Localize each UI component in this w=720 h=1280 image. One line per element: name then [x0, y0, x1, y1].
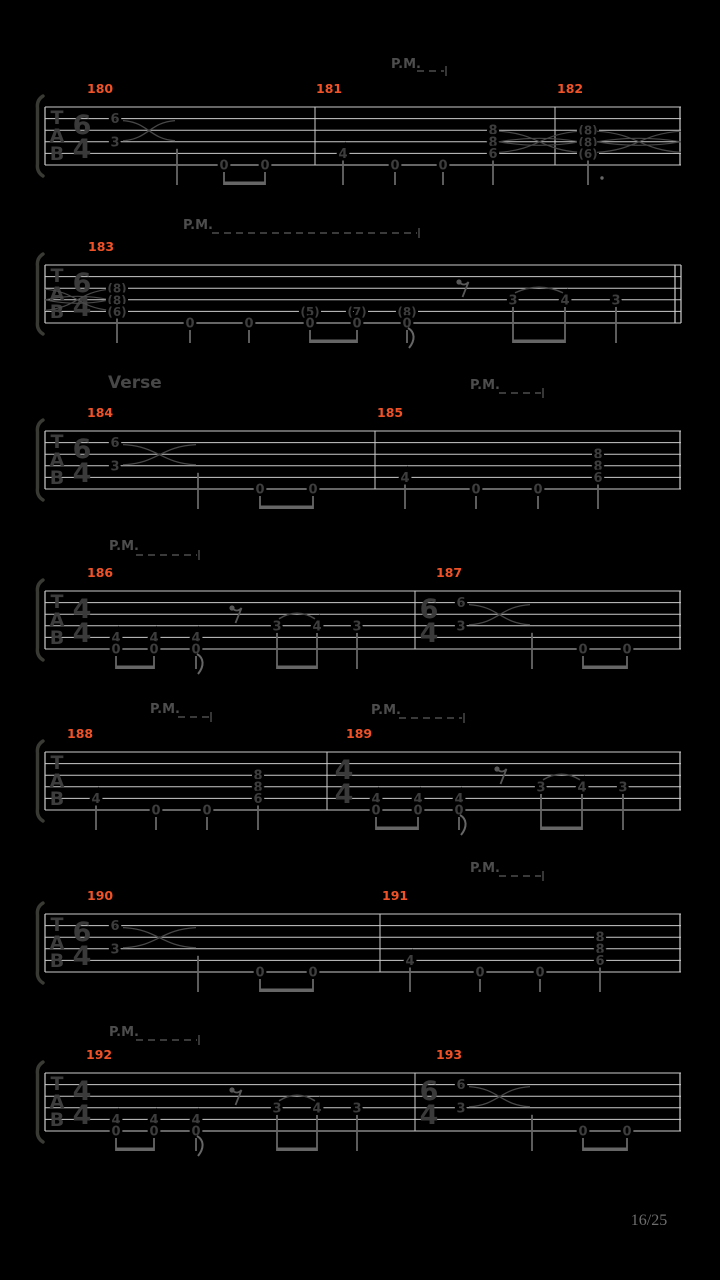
tab-clef-letter: T — [50, 431, 64, 453]
ghost-fret-number: (8) — [107, 293, 127, 308]
time-signature-denominator: 4 — [72, 1100, 92, 1131]
palm-mute-label: P.M. — [109, 539, 139, 554]
fret-number: 4 — [577, 780, 587, 796]
fret-number: 4 — [191, 1112, 201, 1128]
tab-clef — [50, 107, 65, 165]
tab-clef-letter: A — [49, 1091, 65, 1113]
time-signature — [73, 917, 92, 972]
palm-mute-label: P.M. — [470, 861, 500, 876]
measure-number: 192 — [86, 1047, 113, 1062]
fret-number: 0 — [533, 482, 543, 498]
measure-number: 191 — [382, 888, 409, 903]
ghost-fret-number: (8) — [397, 304, 417, 319]
fret-number: 4 — [454, 791, 464, 807]
ghost-fret-number: (8) — [107, 281, 127, 296]
fret-number: 4 — [371, 791, 381, 807]
measure-number: 180 — [87, 81, 114, 96]
palm-mute-label: P.M. — [150, 702, 180, 717]
measure-number: 181 — [316, 81, 343, 96]
fret-number: 0 — [454, 803, 464, 819]
tab-clef-letter: A — [49, 283, 65, 305]
fret-number: 4 — [191, 630, 201, 646]
tab-clef-letter: A — [49, 609, 65, 631]
fret-number: 0 — [578, 642, 588, 658]
measure-number: 188 — [67, 726, 94, 741]
fret-number: 0 — [438, 158, 448, 174]
fret-number: 3 — [110, 135, 120, 151]
fret-number: 4 — [312, 619, 322, 635]
fret-number: 0 — [308, 965, 318, 981]
fret-number: 3 — [272, 1101, 282, 1117]
eighth-beam — [260, 506, 313, 510]
system-bracket — [37, 580, 43, 660]
system-bracket — [37, 741, 43, 821]
time-signature-numerator: 6 — [72, 268, 92, 299]
fret-number: 4 — [405, 953, 415, 969]
ghost-fret-number: (6) — [578, 146, 598, 161]
palm-mute-marking — [109, 539, 199, 560]
measure-number: 185 — [377, 405, 404, 420]
fret-number: 8 — [253, 780, 263, 796]
tab-clef — [50, 752, 65, 810]
fret-number: 4 — [413, 791, 423, 807]
tab-system — [37, 539, 681, 674]
time-signature-denominator: 4 — [334, 779, 354, 810]
fret-number: 3 — [352, 619, 362, 635]
fret-number: 0 — [475, 965, 485, 981]
tab-clef-letter: B — [49, 301, 65, 323]
time-signature — [420, 594, 439, 649]
fret-number: 0 — [622, 642, 632, 658]
time-signature — [335, 755, 354, 810]
fret-number: 6 — [456, 1078, 466, 1094]
palm-mute-marking — [183, 218, 419, 238]
fret-number: 0 — [371, 803, 381, 819]
tab-clef — [50, 1073, 65, 1131]
tab-system — [37, 218, 681, 348]
palm-mute-label: P.M. — [183, 218, 213, 233]
eighth-rest-icon — [232, 608, 242, 623]
tab-clef — [50, 431, 65, 489]
fret-number: 0 — [244, 316, 254, 332]
fret-number: 6 — [456, 596, 466, 612]
fret-number: 4 — [149, 630, 159, 646]
ghost-fret-number: (8) — [578, 135, 598, 150]
measure-number: 186 — [87, 565, 114, 580]
eighth-beam — [541, 827, 582, 831]
eighth-rest-icon — [497, 769, 507, 784]
tab-clef-letter: A — [49, 770, 65, 792]
fret-number: 6 — [595, 953, 605, 969]
tab-clef — [50, 914, 65, 972]
palm-mute-marking — [391, 57, 446, 76]
fret-number: 6 — [110, 112, 120, 128]
palm-mute-marking — [109, 1025, 199, 1045]
fret-number: 0 — [255, 482, 265, 498]
fret-number: 8 — [488, 123, 498, 139]
fret-number: 6 — [110, 436, 120, 452]
measure-number: 193 — [436, 1047, 463, 1062]
time-signature — [73, 1076, 92, 1131]
time-signature-numerator: 4 — [72, 1076, 92, 1107]
time-signature-numerator: 4 — [334, 755, 354, 786]
palm-mute-marking — [371, 703, 464, 723]
fret-number: 8 — [488, 135, 498, 151]
measure-number: 184 — [87, 405, 114, 420]
fret-number: 0 — [308, 482, 318, 498]
tab-clef-letter: A — [49, 125, 65, 147]
time-signature — [73, 268, 92, 323]
time-signature-numerator: 4 — [72, 594, 92, 625]
ghost-fret-number: (6) — [107, 304, 127, 319]
time-signature — [73, 110, 92, 165]
fret-number: 6 — [593, 470, 603, 486]
tab-system — [37, 373, 681, 509]
time-signature-numerator: 6 — [419, 594, 439, 625]
time-signature-denominator: 4 — [72, 458, 92, 489]
fret-number: 4 — [149, 1112, 159, 1128]
fret-number: 6 — [110, 919, 120, 935]
tab-clef-letter: B — [49, 467, 65, 489]
time-signature — [73, 594, 92, 649]
fret-number: 3 — [110, 942, 120, 958]
palm-mute-marking — [470, 378, 543, 398]
fret-number: 0 — [352, 316, 362, 332]
palm-mute-label: P.M. — [470, 378, 500, 393]
measure-number: 189 — [346, 726, 373, 741]
fret-number: 4 — [111, 630, 121, 646]
time-signature — [420, 1076, 439, 1131]
eighth-beam — [583, 1148, 627, 1152]
fret-number: 8 — [593, 459, 603, 475]
fret-number: 0 — [471, 482, 481, 498]
tab-clef-letter: B — [49, 788, 65, 810]
eighth-beam — [513, 340, 565, 344]
fret-number: 4 — [111, 1112, 121, 1128]
eighth-beam — [224, 182, 265, 186]
tab-system — [37, 702, 681, 835]
fret-number: 0 — [622, 1124, 632, 1140]
time-signature-denominator: 4 — [419, 618, 439, 649]
eighth-beam — [583, 666, 627, 670]
fret-number: 3 — [536, 780, 546, 796]
fret-number: 0 — [185, 316, 195, 332]
fret-number: 0 — [219, 158, 229, 174]
tab-clef-letter: T — [50, 265, 64, 287]
system-bracket — [37, 1062, 43, 1142]
system-bracket — [37, 254, 43, 334]
fret-number: 0 — [402, 316, 412, 332]
section-label: Verse — [108, 373, 162, 393]
tab-system — [37, 1025, 681, 1156]
time-signature-numerator: 6 — [419, 1076, 439, 1107]
tab-clef-letter: T — [50, 914, 64, 936]
fret-number: 0 — [578, 1124, 588, 1140]
tab-clef — [50, 265, 65, 323]
fret-number: 3 — [618, 780, 628, 796]
fret-number: 4 — [338, 146, 348, 162]
measure-number: 187 — [436, 565, 463, 580]
tab-system — [37, 861, 681, 992]
fret-number: 0 — [202, 803, 212, 819]
fret-number: 3 — [272, 619, 282, 635]
palm-mute-marking — [150, 702, 211, 722]
tab-clef-letter: T — [50, 752, 64, 774]
palm-mute-label: P.M. — [109, 1025, 139, 1040]
fret-number: 8 — [593, 447, 603, 463]
ghost-fret-number: (5) — [300, 304, 320, 319]
tab-clef-letter: T — [50, 591, 64, 613]
time-signature-numerator: 6 — [72, 917, 92, 948]
time-signature-denominator: 4 — [72, 292, 92, 323]
eighth-beam — [277, 666, 317, 670]
palm-mute-marking — [470, 861, 543, 881]
fret-number: 0 — [191, 1124, 201, 1140]
palm-mute-label: P.M. — [371, 703, 401, 718]
fret-number: 4 — [91, 791, 101, 807]
time-signature-denominator: 4 — [72, 134, 92, 165]
fret-number: 4 — [312, 1101, 322, 1117]
eighth-beam — [310, 340, 357, 344]
time-signature-numerator: 6 — [72, 110, 92, 141]
fret-number: 6 — [253, 791, 263, 807]
eighth-rest-icon — [459, 282, 469, 297]
tab-clef-letter: A — [49, 449, 65, 471]
eighth-beam — [260, 989, 313, 993]
fret-number: 3 — [508, 293, 518, 309]
fret-number: 4 — [400, 470, 410, 486]
eighth-beam — [277, 1148, 317, 1152]
tab-clef-letter: B — [49, 143, 65, 165]
fret-number: 0 — [149, 1124, 159, 1140]
system-bracket — [37, 420, 43, 500]
time-signature-denominator: 4 — [72, 618, 92, 649]
tab-clef-letter: T — [50, 1073, 64, 1095]
fret-number: 0 — [255, 965, 265, 981]
measure-number: 183 — [88, 239, 115, 254]
fret-number: 4 — [560, 293, 570, 309]
augmentation-dot — [600, 176, 603, 179]
time-signature — [73, 434, 92, 489]
fret-number: 3 — [456, 619, 466, 635]
fret-number: 0 — [305, 316, 315, 332]
time-signature-denominator: 4 — [419, 1100, 439, 1131]
eighth-beam — [116, 666, 154, 670]
fret-number: 0 — [413, 803, 423, 819]
fret-number: 0 — [191, 642, 201, 658]
tab-clef-letter: B — [49, 1109, 65, 1131]
fret-number: 0 — [535, 965, 545, 981]
fret-number: 0 — [260, 158, 270, 174]
fret-number: 0 — [111, 1124, 121, 1140]
tab-system — [37, 57, 681, 185]
fret-number: 8 — [595, 930, 605, 946]
fret-number: 0 — [151, 803, 161, 819]
fret-number: 0 — [111, 642, 121, 658]
system-bracket — [37, 96, 43, 176]
ghost-fret-number: (7) — [347, 304, 367, 319]
time-signature-denominator: 4 — [72, 941, 92, 972]
fret-number: 0 — [149, 642, 159, 658]
tab-clef — [50, 591, 65, 649]
time-signature-numerator: 6 — [72, 434, 92, 465]
fret-number: 8 — [595, 942, 605, 958]
tab-clef-letter: A — [49, 932, 65, 954]
eighth-beam — [376, 827, 418, 831]
tab-clef-letter: B — [49, 627, 65, 649]
measure-number: 190 — [87, 888, 114, 903]
fret-number: 3 — [611, 293, 621, 309]
fret-number: 6 — [488, 146, 498, 162]
tab-clef-letter: B — [49, 950, 65, 972]
fret-number: 8 — [253, 768, 263, 784]
eighth-rest-icon — [232, 1090, 242, 1105]
tab-clef-letter: T — [50, 107, 64, 129]
page-indicator: 16/25 — [630, 1212, 668, 1229]
ghost-fret-number: (8) — [578, 123, 598, 138]
measure-number: 182 — [557, 81, 584, 96]
fret-number: 3 — [456, 1101, 466, 1117]
palm-mute-label: P.M. — [391, 57, 421, 72]
fret-number: 3 — [110, 459, 120, 475]
eighth-beam — [116, 1148, 154, 1152]
fret-number: 3 — [352, 1101, 362, 1117]
fret-number: 0 — [390, 158, 400, 174]
system-bracket — [37, 903, 43, 983]
